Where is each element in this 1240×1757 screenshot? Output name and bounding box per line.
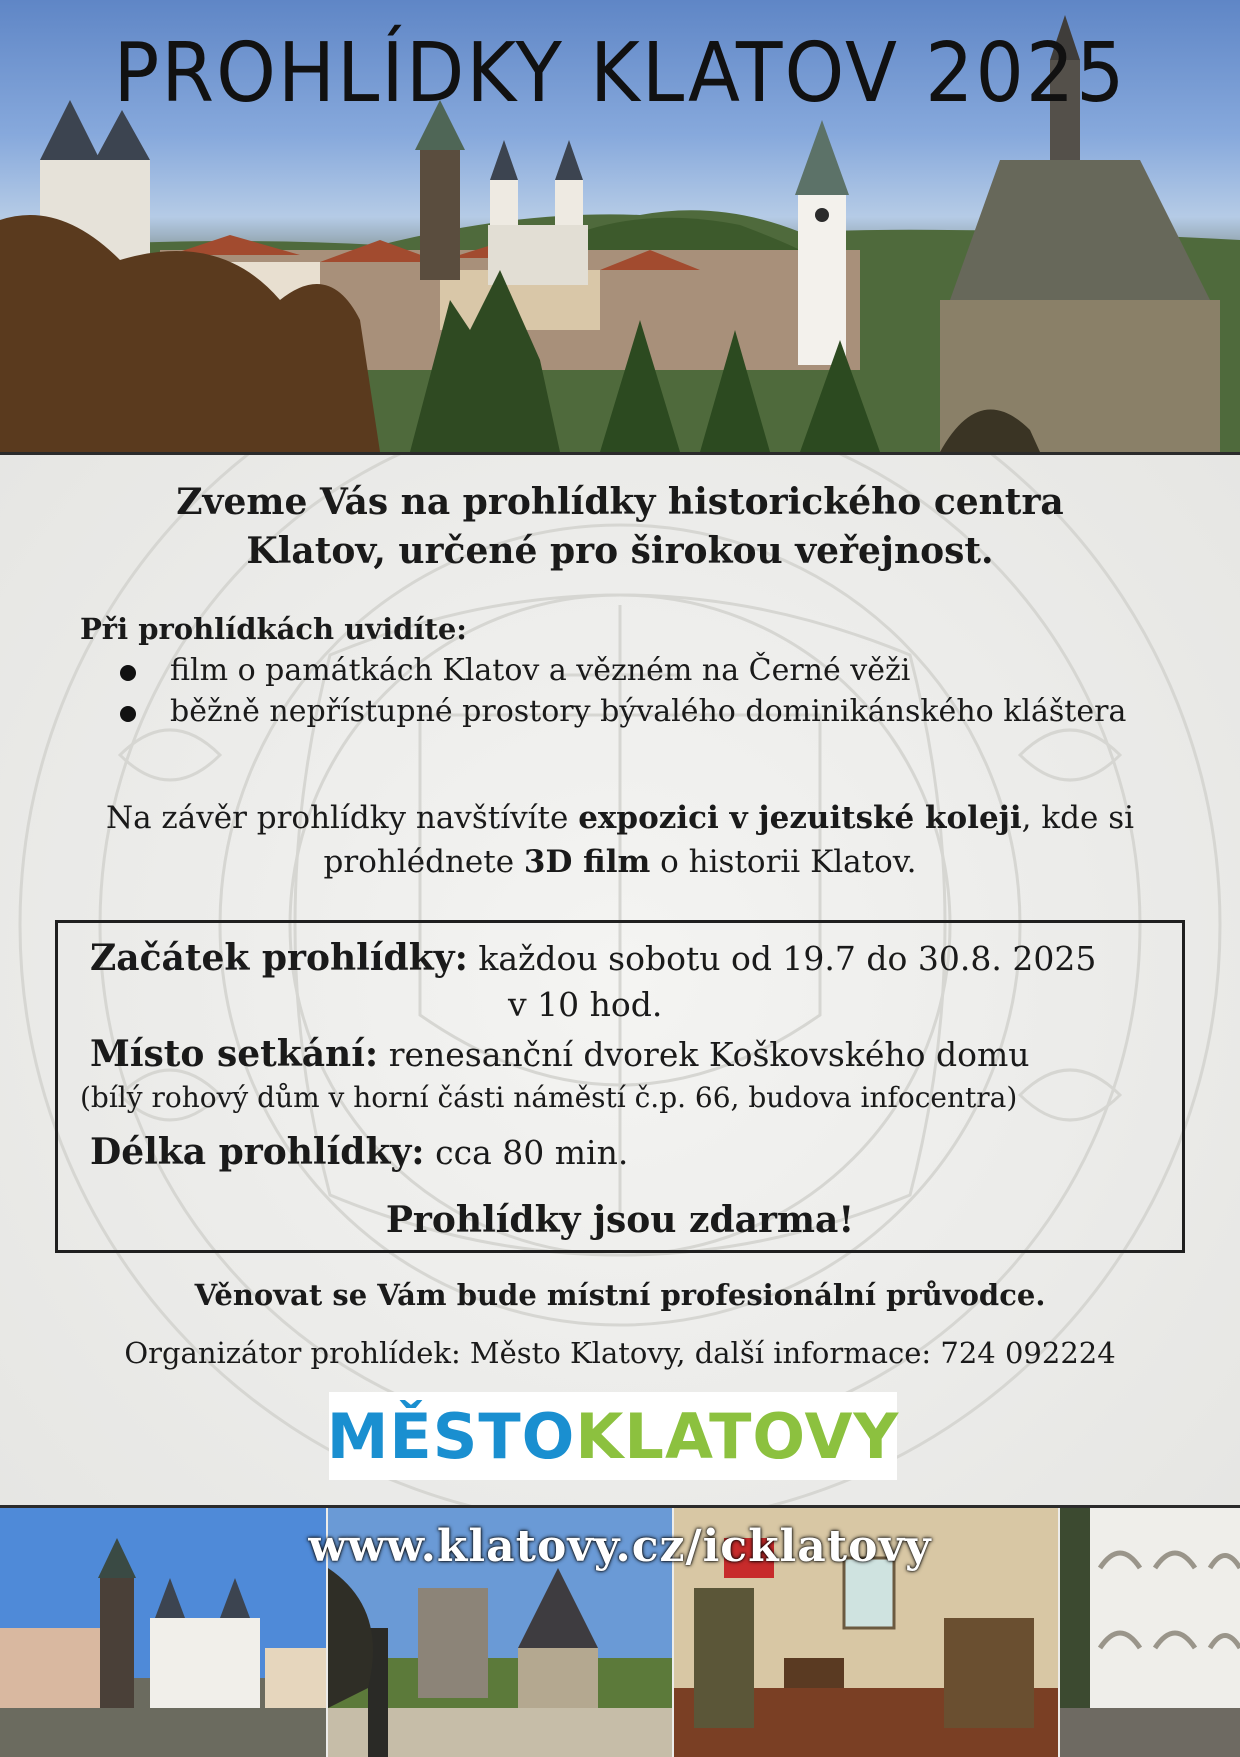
place-label: Místo setkání:: [90, 1033, 379, 1075]
finale-text-1: Na závěr prohlídky navštívíte: [105, 800, 579, 836]
list-item: [118, 691, 1178, 732]
list-item: [118, 650, 1178, 691]
start-label: Začátek prohlídky:: [90, 937, 468, 979]
logo-text-green: KLATOVY: [575, 1399, 900, 1473]
logo-text-blue: MĚSTO: [326, 1399, 576, 1473]
website-link[interactable]: www.klatovy.cz/icklatovy: [308, 1521, 932, 1572]
place-value: renesanční dvorek Koškovského domu: [388, 1035, 1030, 1074]
bullet-icon: [120, 665, 136, 681]
guide-note: Věnovat se Vám bude místní profesionální průvodce.: [194, 1278, 1046, 1312]
highlights-title: Při prohlídkách uvidíte:: [80, 612, 468, 646]
finale-text-2: , kde si prohlédnete: [323, 800, 1135, 880]
length-row: [90, 1131, 628, 1173]
intro-line-1: Zveme Vás na prohlídky historického centra: [176, 481, 1064, 523]
start-row: [90, 937, 1096, 979]
finale-paragraph: [60, 796, 1180, 884]
film-highlight: 3D film: [523, 844, 651, 880]
start-value: každou sobotu od 19.7 do 30.8. 2025: [478, 939, 1097, 978]
highlight-text: film o památkách Klatov a vězném na Černé věži: [170, 653, 911, 688]
mesto-klatovy-logo: [326, 1392, 900, 1480]
finale-text-3: o historii Klatov.: [650, 844, 917, 880]
highlight-text: běžně nepřístupné prostory bývalého dominikánského kláštera: [170, 694, 1127, 729]
place-row: [90, 1033, 1030, 1075]
poster-title: PROHLÍDKY KLATOV 2025: [113, 24, 1127, 121]
start-time: v 10 hod.: [508, 985, 663, 1024]
bullet-icon: [120, 706, 136, 722]
place-note: (bílý rohový dům v horní části náměstí č.p. 66, budova infocentra): [80, 1081, 1018, 1114]
intro-headline: [0, 478, 1240, 576]
length-value: cca 80 min.: [435, 1133, 629, 1172]
highlights-list: [118, 650, 1178, 732]
organizer-line: Organizátor prohlídek: Město Klatovy, další informace: 724 092224: [124, 1336, 1116, 1370]
exhibition-highlight: expozici v jezuitské koleji: [578, 800, 1022, 836]
tour-info-box: [55, 920, 1185, 1253]
intro-line-2: Klatov, určené pro širokou veřejnost.: [246, 530, 994, 572]
free-admission-note: Prohlídky jsou zdarma!: [385, 1199, 855, 1241]
length-label: Délka prohlídky:: [90, 1131, 425, 1173]
